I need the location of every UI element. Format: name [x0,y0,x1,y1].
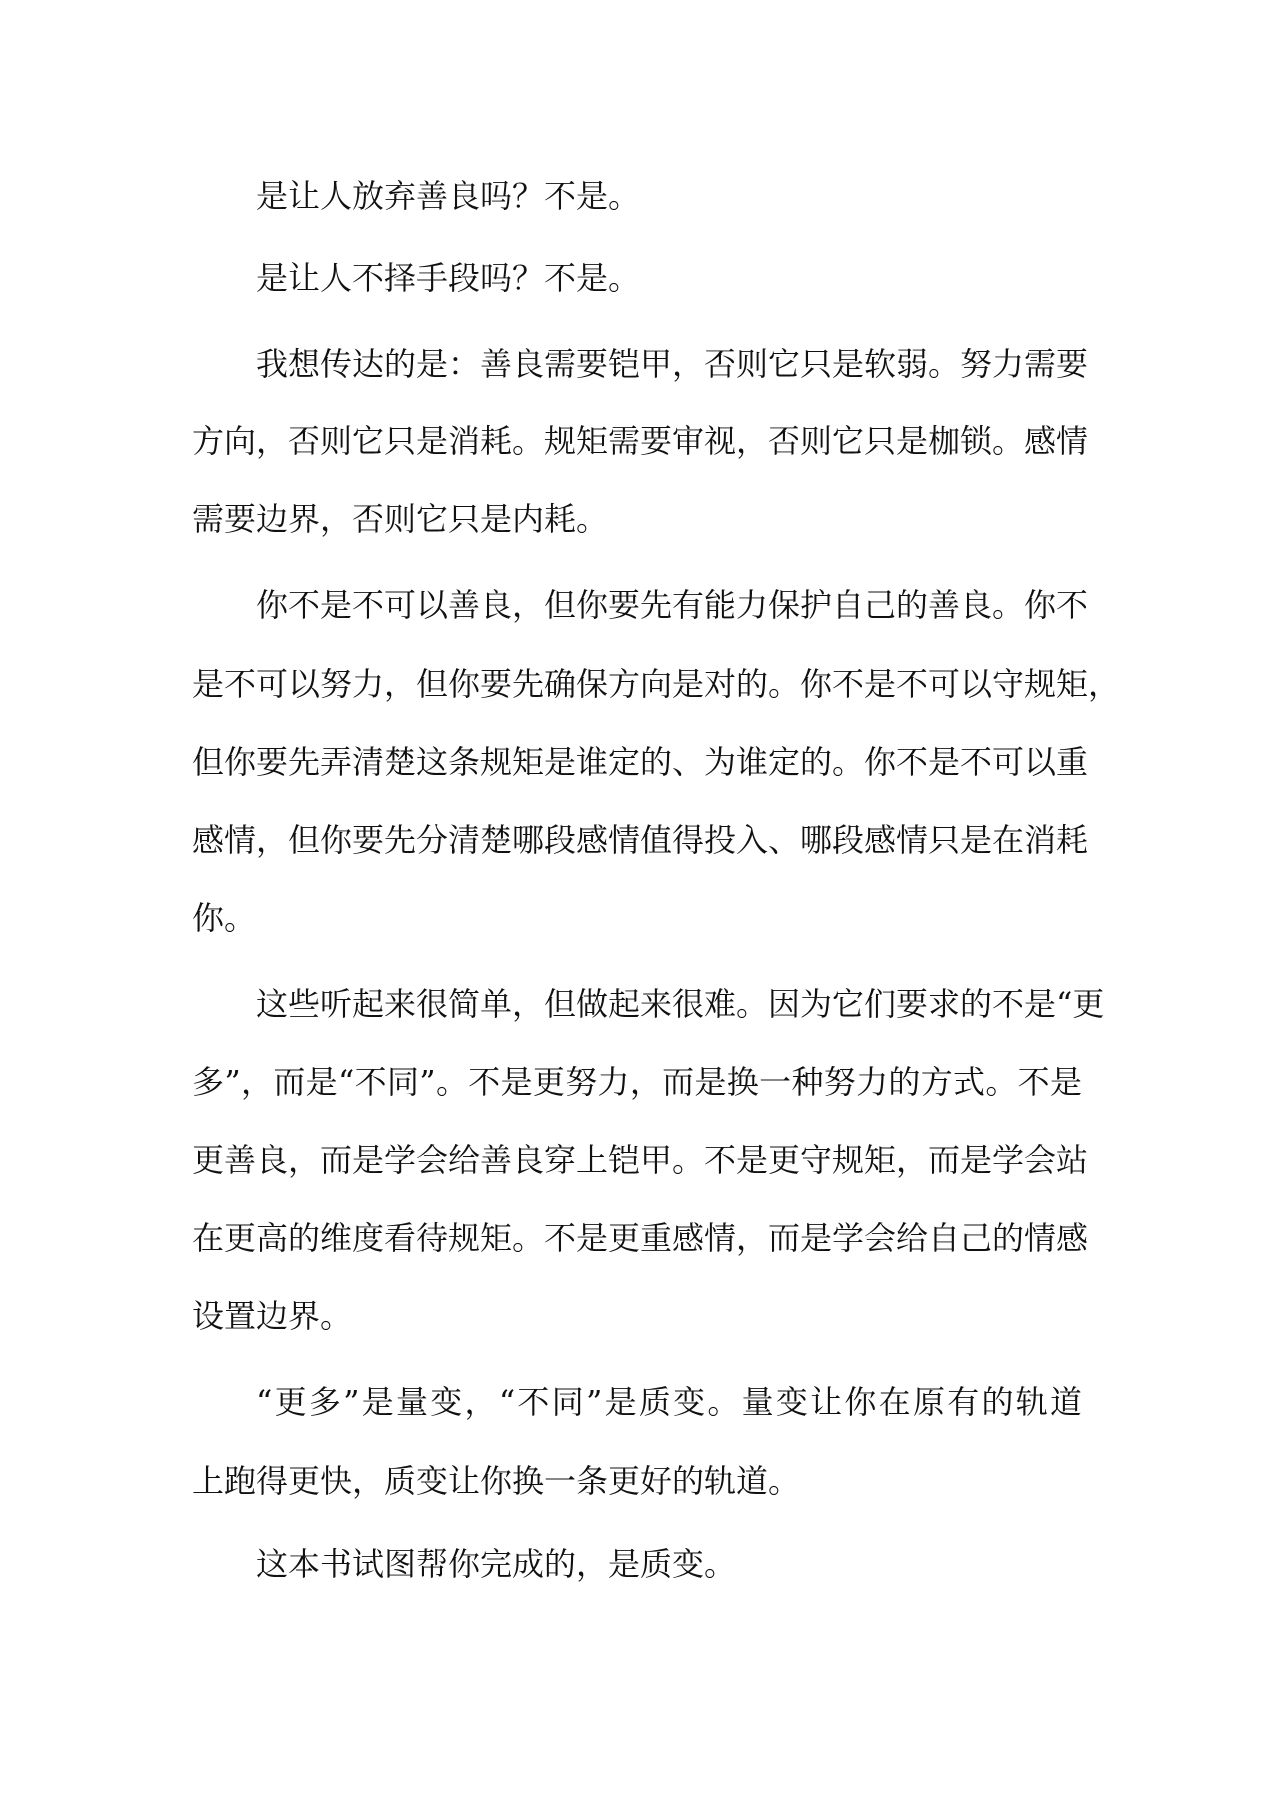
paragraph-line: 感情，但你要先分清楚哪段感情值得投入、哪段感情只是在消耗 [192,821,1089,859]
paragraph-line: 是不可以努力，但你要先确保方向是对的。你不是不可以守规矩， [192,665,1121,703]
paragraph-line: 多”，而是“不同”。不是更努力，而是换一种努力的方式。不是 [192,1063,1082,1101]
paragraph-line: 方向，否则它只是消耗。规矩需要审视，否则它只是枷锁。感情 [192,422,1089,460]
paragraph-line: 是让人不择手段吗？不是。 [256,259,641,297]
paragraph-line: 这本书试图帮你完成的，是质变。 [256,1545,737,1583]
paragraph-line: 需要边界，否则它只是内耗。 [192,500,609,538]
paragraph-line: 在更高的维度看待规矩。不是更重感情，而是学会给自己的情感 [192,1219,1089,1257]
paragraph-line: 更善良，而是学会给善良穿上铠甲。不是更守规矩，而是学会站 [192,1141,1089,1179]
paragraph-line: 你不是不可以善良，但你要先有能力保护自己的善良。你不 [256,586,1089,624]
paragraph-line: 但你要先弄清楚这条规矩是谁定的、为谁定的。你不是不可以重 [192,743,1089,781]
paragraph-line: 是让人放弃善良吗？不是。 [256,177,641,215]
paragraph-line: 你。 [192,899,257,937]
paragraph-line: 我想传达的是：善良需要铠甲，否则它只是软弱。努力需要 [256,345,1089,383]
paragraph-line: “更多”是量变，“不同”是质变。量变让你在原有的轨道 [256,1383,1082,1421]
paragraph-line: 设置边界。 [192,1297,353,1335]
paragraph-line: 上跑得更快，质变让你换一条更好的轨道。 [192,1462,801,1500]
paragraph-line: 这些听起来很简单，但做起来很难。因为它们要求的不是“更 [256,985,1105,1023]
